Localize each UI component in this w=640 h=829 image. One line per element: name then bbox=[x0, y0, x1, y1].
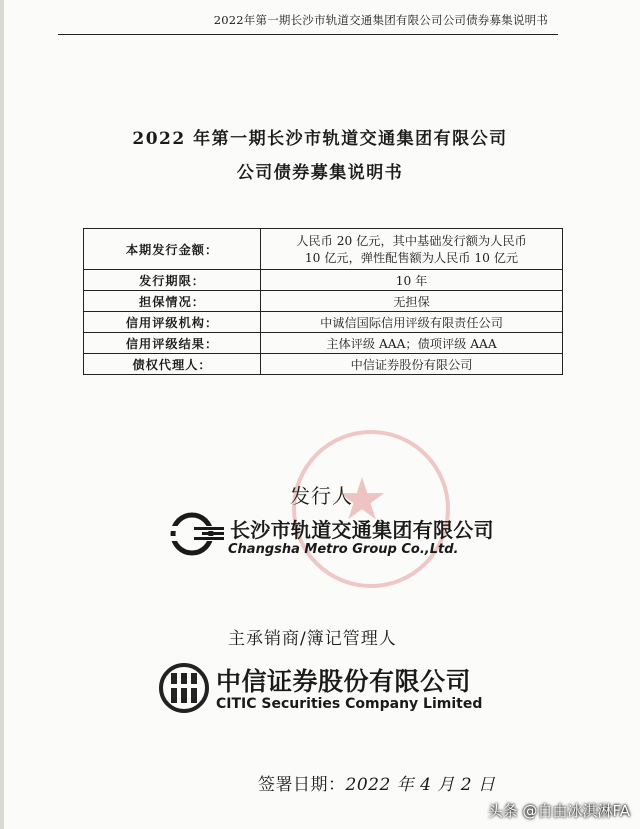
changsha-metro-logo-icon bbox=[168, 512, 226, 556]
document-title: 2022 年第一期长沙市轨道交通集团有限公司 bbox=[132, 129, 508, 149]
row-value: 主体评级 AAA；债项评级 AAA bbox=[261, 333, 563, 354]
header-rule bbox=[58, 34, 558, 35]
table-row bbox=[84, 312, 563, 333]
row-value: 中信证券股份有限公司 bbox=[261, 354, 563, 375]
watermark: 头条 @自由冰淇淋FA bbox=[487, 802, 630, 820]
row-value: 10 年 bbox=[261, 270, 563, 291]
signing-label: 签署日期： bbox=[258, 775, 346, 795]
row-key: 发行期限： bbox=[84, 270, 261, 291]
row-key: 债权代理人： bbox=[84, 354, 261, 375]
row-value: 中诚信国际信用评级有限责任公司 bbox=[261, 312, 563, 333]
row-key: 担保情况： bbox=[84, 291, 261, 312]
table-row bbox=[84, 354, 563, 375]
signing-date bbox=[258, 770, 495, 795]
table-row bbox=[84, 229, 563, 270]
bond-info-table bbox=[83, 228, 563, 375]
underwriter-label: 主承销商/簿记管理人 bbox=[228, 629, 397, 649]
underwriter-name-en: CITIC Securities Company Limited bbox=[216, 696, 483, 712]
row-value bbox=[261, 229, 563, 270]
underwriter-name-cn: 中信证券股份有限公司 bbox=[216, 667, 472, 696]
seal-star-icon: ★ bbox=[336, 465, 388, 533]
row-key: 本期发行金额： bbox=[84, 229, 261, 270]
table-row bbox=[84, 291, 563, 312]
document-subtitle: 公司债券募集说明书 bbox=[236, 163, 404, 183]
row-value-line: 10 亿元，弹性配售额为人民币 10 亿元 bbox=[304, 251, 519, 265]
table-row bbox=[84, 270, 563, 291]
row-value: 无担保 bbox=[261, 291, 563, 312]
issuer-name-cn: 长沙市轨道交通集团有限公司 bbox=[230, 518, 494, 542]
issuer-name-en: Changsha Metro Group Co.,Ltd. bbox=[228, 542, 459, 557]
running-header: 2022年第一期长沙市轨道交通集团有限公司公司债券募集说明书 bbox=[213, 13, 548, 27]
row-key: 信用评级机构： bbox=[84, 312, 261, 333]
table-row bbox=[84, 333, 563, 354]
row-value-line: 人民币 20 亿元，其中基础发行额为人民币 bbox=[296, 234, 527, 248]
citic-logo-icon bbox=[158, 662, 210, 714]
signing-date-value: 2022 年 4 月 2 日 bbox=[345, 775, 496, 795]
issuer-label: 发行人 bbox=[290, 484, 353, 508]
row-key: 信用评级结果： bbox=[84, 333, 261, 354]
